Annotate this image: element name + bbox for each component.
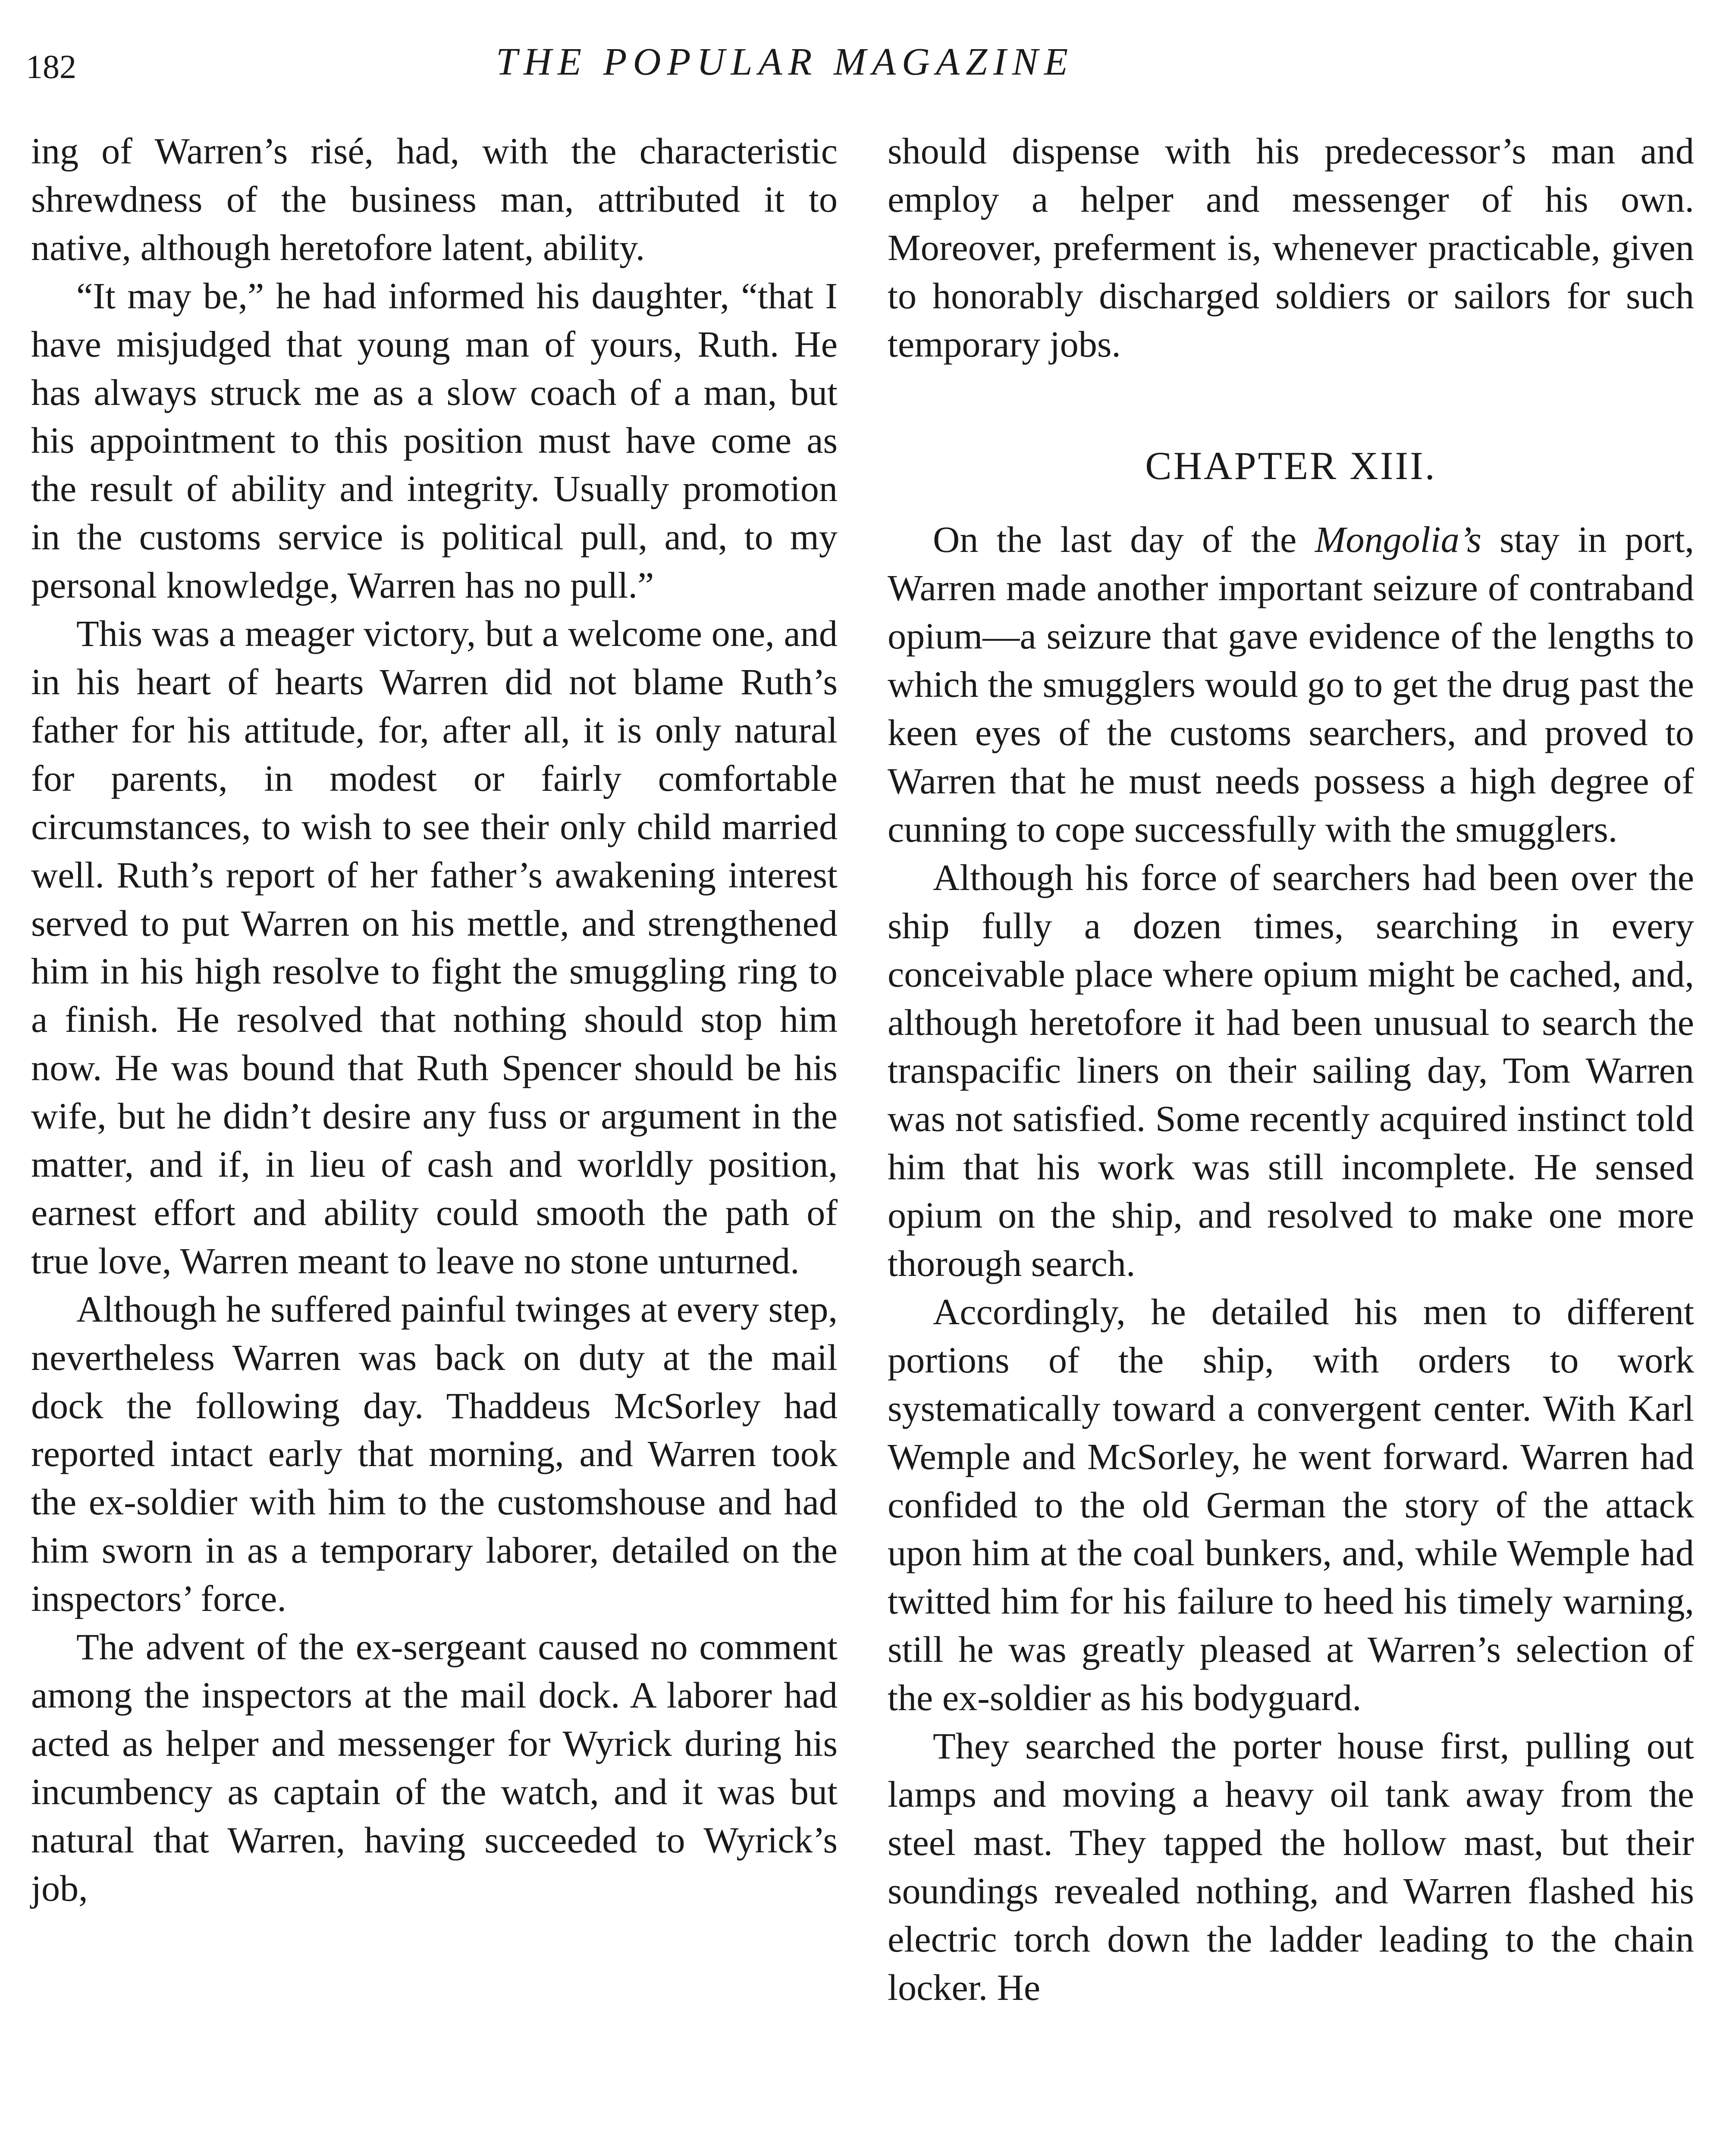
paragraph-text: stay in port, Warren made another important seizure of contraband opium—a seizure that gave evidence of the lengths to which the smugglers would go to get the drug past the keen eyes of the customs searchers, and proved to Warren that he must needs possess a high degree of cunning to cope successfully with the smugglers. (888, 519, 1694, 850)
page-number: 182 (26, 48, 76, 85)
paragraph: should dispense with his predecessor’s man and employ a helper and messenger of his own. Moreover, preferment is, whenever practicable, given to honorably discharged soldiers or sailors for such temporary jobs. (888, 130, 1694, 365)
paragraph: The advent of the ex-sergeant caused no comment among the inspectors at the mail dock. A laborer had acted as helper and messenger for Wyrick during his incumbency as captain of the watch, and it was but natural that Warren, having succeeded to Wyrick’s job, (31, 1626, 838, 1909)
paragraph: This was a meager victory, but a welcome one, and in his heart of hearts Warren did not blame Ruth’s father for his attitude, for, after all, it is only natural for parents, in modest or fairly comfortable circumstances, to wish to see their only child married well. Ruth’s report of her father’s awakening interest served to put Warren on his mettle, and strengthened him in his high resolve to fight the smuggling ring to a finish. He resolved that nothing should stop him now. He was bound that Ruth Spencer should be his wife, but he didn’t desire any fuss or argument in the matter, and if, in lieu of cash and worldly position, earnest effort and ability could smooth the path of true love, Warren meant to leave no stone unturned. (31, 613, 838, 1282)
left-column (31, 127, 838, 1913)
paragraph: “It may be,” he had informed his daughter, “that I have misjudged that young man of yours, Ruth. He has always struck me as a slow coach of a man, but his appointment to this position must have come as the result of ability and integrity. Usually promotion in the customs service is political pull, and, to my personal knowledge, Warren has no pull.” (31, 275, 838, 606)
right-column (888, 127, 1694, 2012)
paragraph-text: On the last day of the (933, 519, 1315, 561)
paragraph: Although he suffered painful twinges at every step, nevertheless Warren was back on duty at the mail dock the following day. Thaddeus McSorley had reported intact early that morning, and Warren took the ex-soldier with him to the customshouse and had him sworn in as a temporary laborer, detailed on the inspectors’ force. (31, 1288, 838, 1620)
paragraph: Accordingly, he detailed his men to different portions of the ship, with orders to work systematically toward a convergent center. With Karl Wemple and McSorley, he went forward. Warren had confided to the old German the story of the attack upon him at the coal bunkers, and, while Wemple had twitted him for his failure to heed his timely warning, still he was greatly pleased at Warren’s selection of the ex-soldier as his bodyguard. (888, 1291, 1694, 1719)
ship-name: Mongolia’s (1315, 519, 1481, 561)
paragraph: They searched the porter house first, pulling out lamps and moving a heavy oil tank away from the steel mast. They tapped the hollow mast, but their soundings revealed nothing, and Warren flashed his electric torch down the ladder leading to the chain locker. He (888, 1725, 1694, 2008)
paragraph: ing of Warren’s risé, had, with the characteristic shrewdness of the business man, attributed it to native, although heretofore latent, ability. (31, 130, 838, 268)
paragraph (888, 516, 1694, 853)
running-head: THE POPULAR MAGAZINE (496, 41, 1074, 83)
chapter-heading: CHAPTER XIII. (1145, 443, 1437, 488)
paragraph: Although his force of searchers had been over the ship fully a dozen times, searching in every conceivable place where opium might be cached, and, although heretofore it had been unusual to search the transpacific liners on their sailing day, Tom Warren was not satisfied. Some recently acquired instinct told him that his work was still incomplete. He sensed opium on the ship, and resolved to make one more thorough search. (888, 856, 1694, 1285)
